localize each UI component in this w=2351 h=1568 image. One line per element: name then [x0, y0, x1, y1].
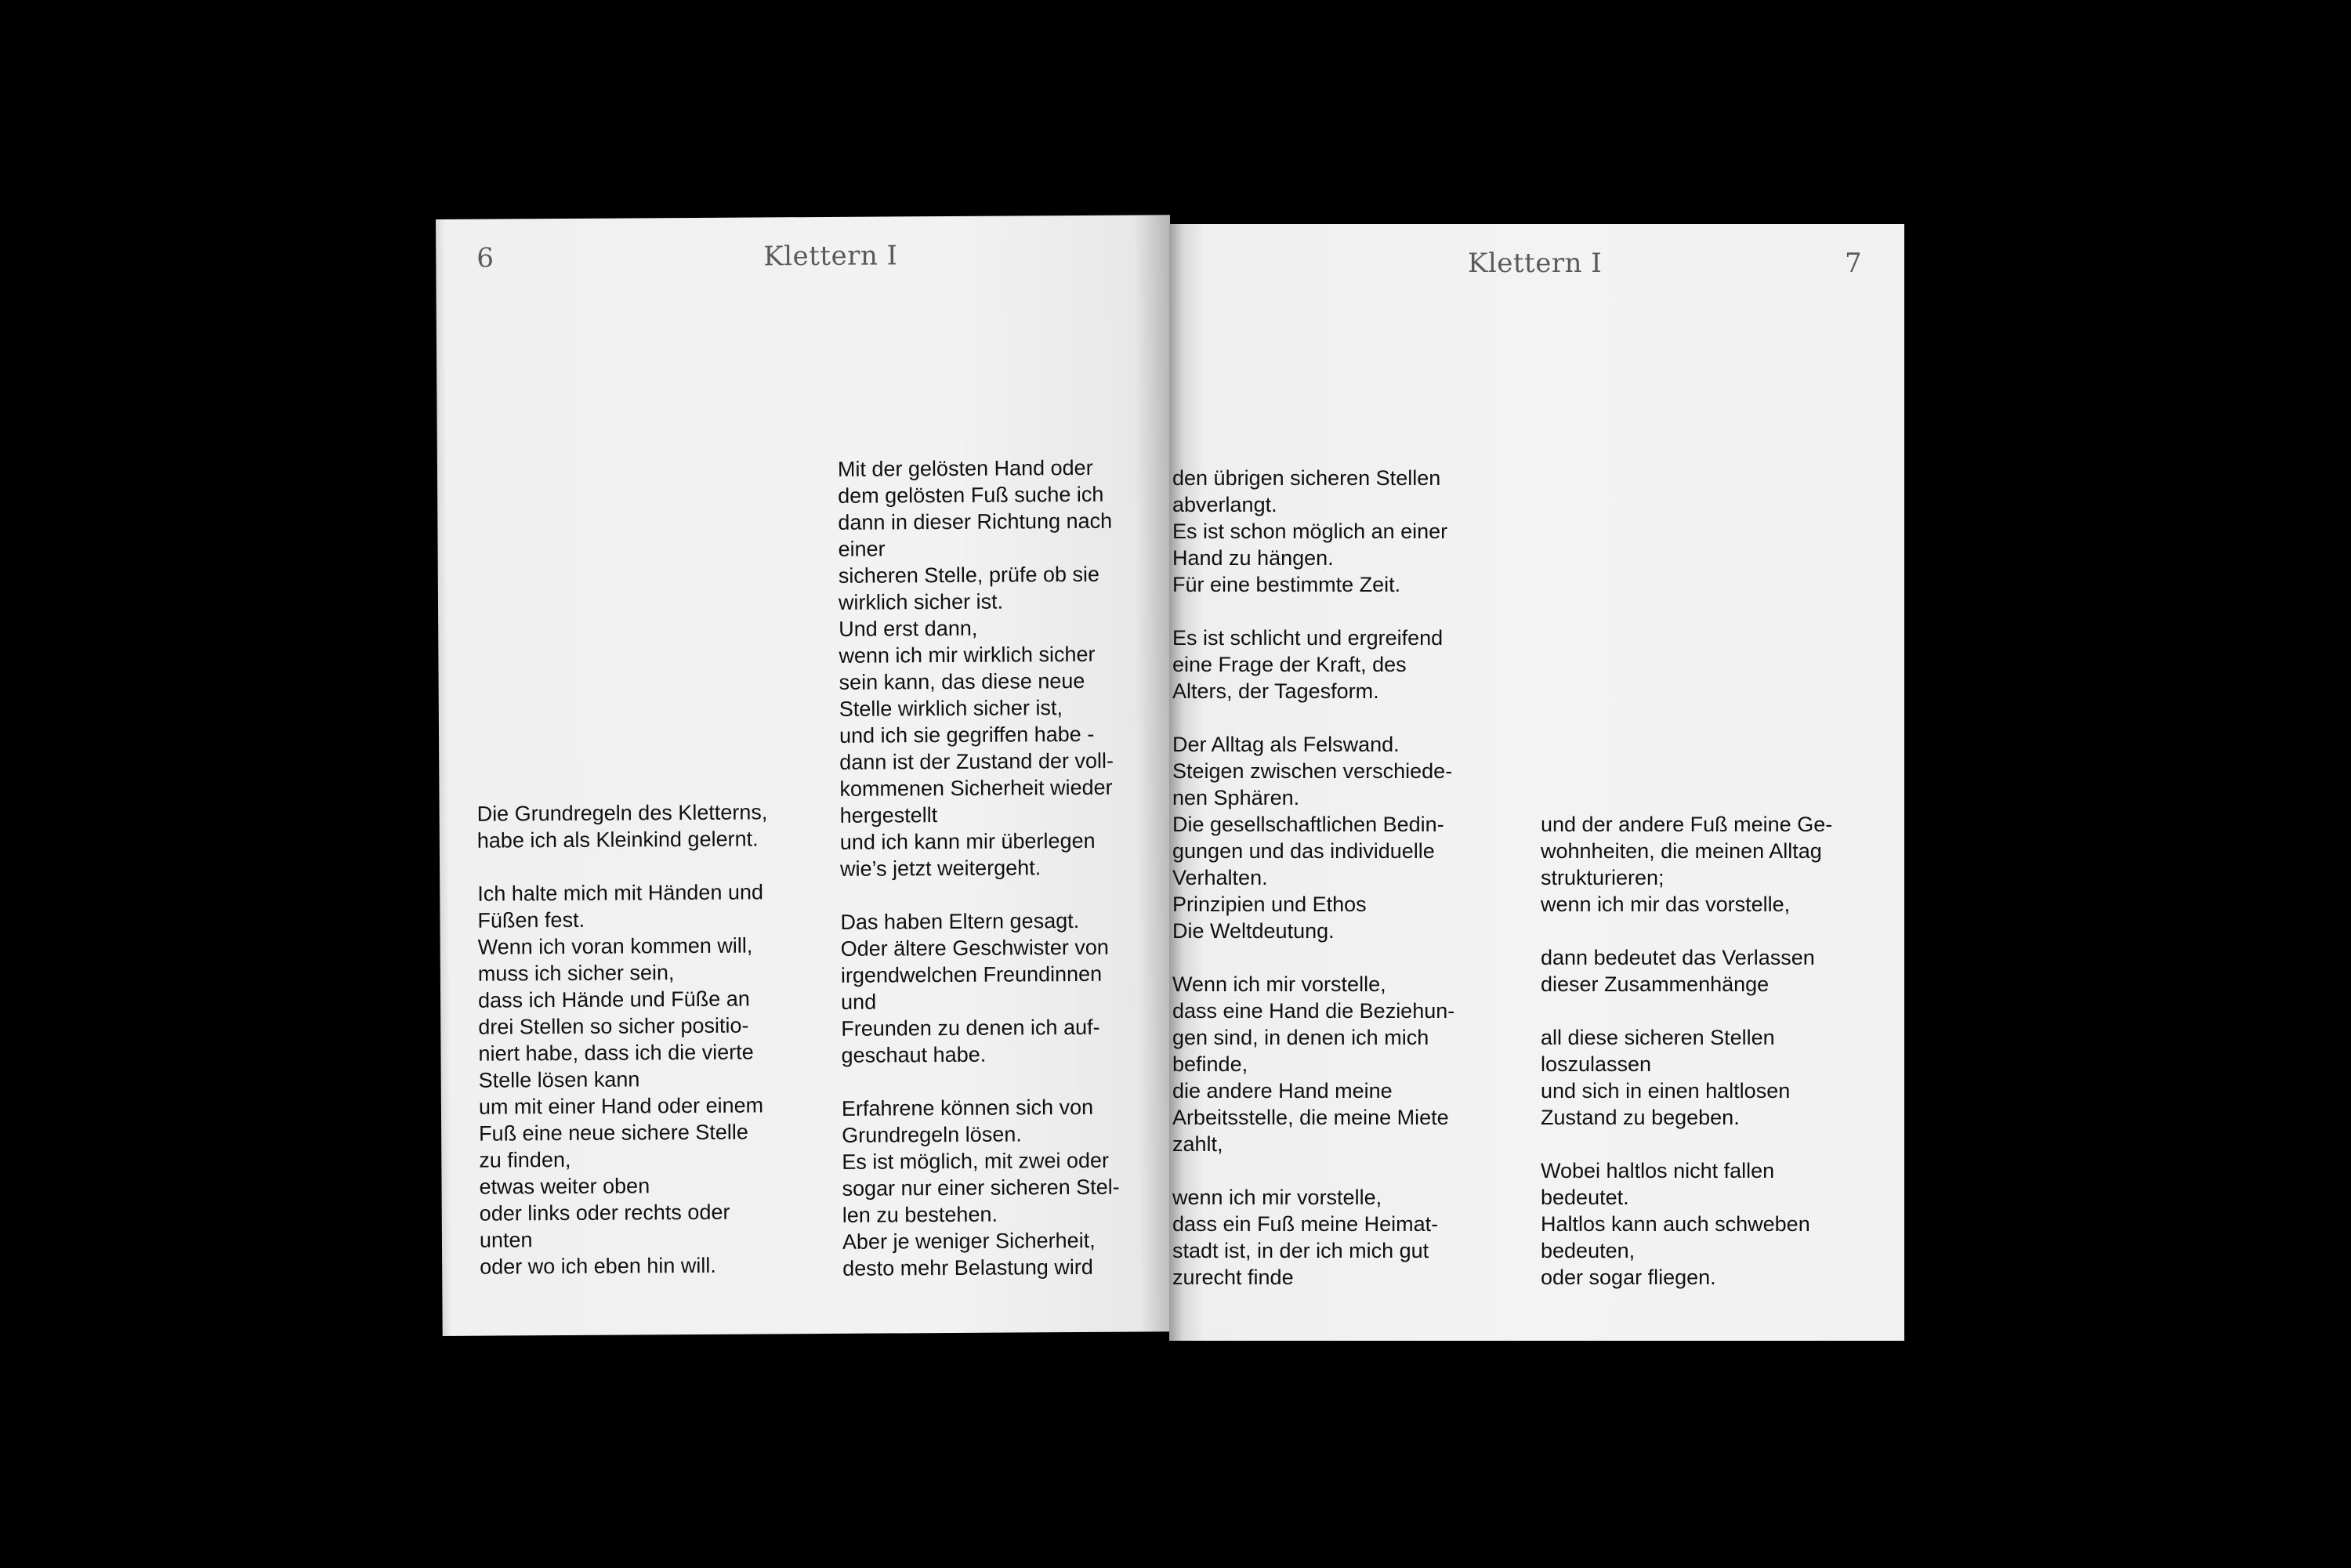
right-page-column-2: und der andere Fuß meine Ge- wohnheiten, die meinen Alltag strukturieren; wenn ich mir das vorstelle, dann bedeutet das Verlassen dieser Zusammenhänge all diese sicheren Stellen loszulassen und sich in einen haltlosen Zustand zu begeben. Wobei haltlos nicht fallen bedeutet. Haltlos kann auch schweben bedeuten, oder sogar fliegen. — [1541, 813, 1833, 1289]
page-number-left: 6 — [476, 242, 494, 274]
book-spread — [436, 219, 1904, 1340]
running-title-left: Klettern I — [763, 240, 898, 273]
left-page — [436, 215, 1177, 1336]
left-page-column-1: Die Grundregeln des Kletterns, habe ich als Kleinkind gelernt. Ich halte mich mit Händen und Füßen fest. Wenn ich voran kommen will, muss ich sicher sein, dass ich Hände und Füße an drei Stellen so sicher positio- niert habe, dass ich die vierte Stelle lösen kann um mit einer Hand oder einem Fuß eine neue sichere Stelle zu finden, etwas weiter oben oder links oder rechts oder unten oder wo ich eben hin will. — [476, 800, 768, 1279]
running-title-right: Klettern I — [1468, 248, 1603, 279]
page-number-right: 7 — [1845, 248, 1863, 279]
left-page-column-2: Mit der gelösten Hand oder dem gelösten Fuß suche ich dann in dieser Richtung nach einer sicheren Stelle, prüfe ob sie wirklich sicher ist. Und erst dann, wenn ich mir wirklich sicher sein kann, das diese neue Stelle wirklich sicher ist, und ich sie gegriffen habe - dann ist der Zustand der voll- kommenen Sicherheit wieder hergestellt und ich kann mir überlegen wie’s jetzt weitergeht. Das haben Eltern gesagt. Oder ältere Geschwister von irgendwelchen Freundinnen und Freunden zu denen ich auf- geschaut habe. Erfahrene können sich von Grundregeln lösen. Es ist möglich, mit zwei oder sogar nur einer sicheren Stel- len zu bestehen. Aber je weniger Sicherheit, desto mehr Belastung wird — [837, 455, 1120, 1280]
right-page — [1169, 224, 1904, 1341]
right-page-column-1: den übrigen sicheren Stellen abverlangt. Es ist schon möglich an einer Hand zu hängen. Für eine bestimmte Zeit. Es ist schlicht und ergreifend eine Frage der Kraft, des Alters, der Tagesform. Der Alltag als Felswand. Steigen zwischen verschiede- nen Sphären. Die gesellschaftlichen Bedin- gungen und das individuelle Verhalten. Prinzipien und Ethos Die Weltdeutung. Wenn ich mir vorstelle, dass eine Hand die Beziehun- gen sind, in denen ich mich befinde, die andere Hand meine Arbeitsstelle, die meine Miete zahlt, wenn ich mir vorstelle, dass ein Fuß meine Heimat- stadt ist, in der ich mich gut zurecht finde — [1172, 466, 1455, 1289]
